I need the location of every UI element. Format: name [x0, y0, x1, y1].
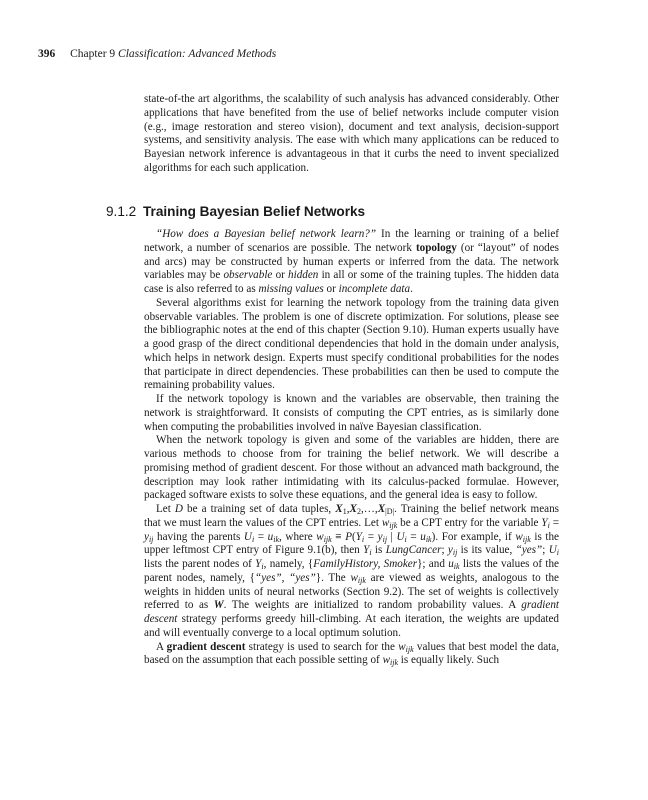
section-number: 9.1.2 — [106, 204, 137, 219]
intro-text-block — [144, 93, 559, 176]
paragraph-1: “How does a Bayesian belief network learn?” In the learning or training of a belief network, a number of scenarios are possible. The network topology (or “layout” of nodes and arcs) may be constructed by human experts or inferred from the data. The network variables may be observable or hidden in all or some of the training tuples. The hidden data case is also referred to as missing values or incomplete data. — [144, 228, 560, 295]
chapter-title: Classification: Advanced Methods — [118, 48, 277, 60]
paragraph-6: A gradient descent strategy is used to search for the $w_{ijk}$ values that best model the data, based on the assumption that each possible setting of $w_{ijk}$ is equally likely. Such — [144, 640, 559, 668]
section-title: Training Bayesian Belief Networks — [143, 204, 366, 219]
paragraph-3: If the network topology is known and the variables are observable, then training the network is straightforward. It consists of computing the CPT entries, as is similarly done when computing the probabilities involved in naïve Bayesian classification. — [144, 393, 559, 433]
paragraph-4: When the network topology is given and some of the variables are hidden, there are various methods to choose from for training the belief network. We will describe a promising method of gradient descent. For those without an advanced math background, the description may look rather intimidating with its calculus-packed formulae. However, packaged software exists to solve these equations, and the general idea is easy to follow. — [144, 434, 559, 502]
section-heading — [106, 204, 365, 219]
chapter-label: Chapter 9 — [70, 48, 116, 60]
paragraph-5: Let D be a training set of data tuples, $X_1,X_2,\dots,X_{|D|}$. Training the belief network means that we must learn the values of the CPT entries. Let $w_{ijk}$ be a CPT entry for the variable $Y_i = y_{ij}$ having the parents $U_i = u_{ik}$, where $w_{ijk} \equiv P(Y_i = y_{ij}$ | $U_i = u_{ik}$). For example, if $w_{ijk}$ is the upper leftmost CPT entry of Figure 9.1(b), then $Y_i$ is LungCancer; $y_{ij}$ is its value, “yes”; $U_i$ lists the parent nodes of $Y_i$, namely, {FamilyHistory, Smoker}; and $u_{ik}$ lists the values of the parent nodes, namely, {“yes”, “yes”}. The $w_{ijk}$ are viewed as weights, analogous to the weights in hidden units of neural networks (Section 9.2). The set of weights is collectively referred to as W. The weights are initialized to random probability values. A gradient descent strategy performs greedy hill-climbing. At each iteration, the weights are updated and will eventually converge to a local optimum solution. — [144, 503, 560, 639]
intro-paragraph: state-of-the art algorithms, the scalability of such analysis has advanced considerably. Other applications that have benefited from the use of belief networks include computer vision (e.g., image restoration and stereo vision), document and text analysis, decision-support systems, and sensitivity analysis. The ease with which many applications can be reduced to Bayesian network inference is advantageous in that it curbs the need to invent specialized algorithms for each such application. — [144, 93, 559, 174]
paragraph-2: Several algorithms exist for learning the network topology from the training data given observable variables. The problem is one of discrete optimization. For solutions, please see the bibliographic notes at the end of this chapter (Section 9.10). Human experts usually have a good grasp of the direct conditional dependencies that hold in the domain under analysis, which helps in network design. Experts must specify conditional probabilities for the nodes that participate in direct dependencies. These probabilities can then be used to compute the remaining probability values. — [144, 296, 559, 392]
section-body — [144, 228, 559, 668]
page-number: 396 — [38, 48, 56, 60]
running-head — [38, 48, 276, 60]
